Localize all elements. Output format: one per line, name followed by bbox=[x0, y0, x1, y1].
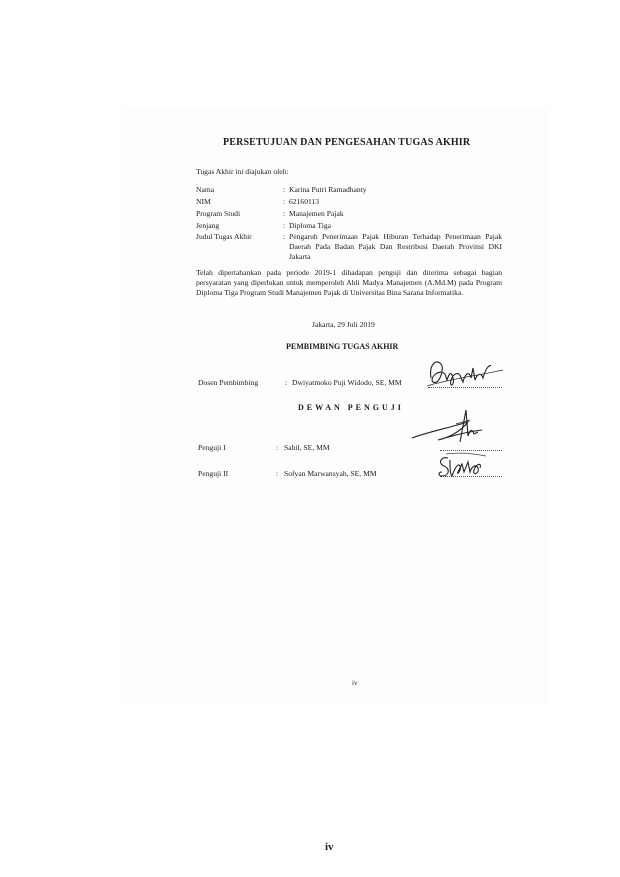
document-title: PERSETUJUAN DAN PENGESAHAN TUGAS AKHIR bbox=[223, 137, 471, 148]
intro-text: Tugas Akhir ini diajukan oleh: bbox=[196, 167, 289, 176]
signature-penguji-2 bbox=[436, 452, 502, 482]
field-value-program-studi: Manajemen Pajak bbox=[289, 209, 344, 218]
dosen-label: Dosen Pembimbing bbox=[198, 378, 259, 387]
dosen-name: Dwiyatmoko Puji Widodo, SE, MM bbox=[292, 378, 402, 387]
field-value-jenjang: Diploma Tiga bbox=[289, 221, 331, 230]
field-label-program-studi: Program Studi bbox=[196, 209, 241, 218]
field-label-nama: Nama bbox=[196, 185, 215, 194]
penguji-1-colon: : bbox=[276, 443, 279, 452]
field-value-judul: Pengaruh Penerimaan Pajak Hiburan Terhadap Penerimaan Pajak Daerah Pada Badan Pajak Dan Restribusi Daerah Provinsi DKI Jakarta bbox=[289, 232, 502, 261]
signature-penguji-1 bbox=[408, 402, 488, 448]
penguji-2-name: Sofyan Marwansyah, SE, MM bbox=[284, 469, 377, 478]
penguji-1-name: Sabil, SE, MM bbox=[284, 443, 330, 452]
field-colon: : bbox=[283, 197, 286, 206]
field-value-nama: Karina Putri Ramadhanty bbox=[289, 185, 367, 194]
pembimbing-heading: PEMBIMBING TUGAS AKHIR bbox=[286, 342, 399, 351]
field-colon: : bbox=[283, 209, 286, 218]
penguji-2-label: Penguji II bbox=[198, 469, 229, 478]
field-label-judul: Judul Tugas Akhir bbox=[196, 232, 252, 241]
page-number-inner: iv bbox=[352, 679, 358, 687]
field-label-nim: NIM bbox=[196, 197, 211, 206]
approval-date: Jakarta, 29 Juli 2019 bbox=[312, 320, 375, 329]
field-colon: : bbox=[283, 185, 286, 194]
penguji-1-label: Penguji I bbox=[198, 443, 226, 452]
field-colon: : bbox=[283, 232, 286, 241]
approval-paragraph: Telah dipertahankan pada periode 2019-1 dihadapan penguji dan diterima sebagai bagian persyaratan yang diperlukan untuk memperoleh Ahli Madya Manajemen (A.Md.M) pada Program Diploma Tiga Program Studi Manajemen Pajak di Universitas Bina Sarana Informatika. bbox=[196, 268, 502, 297]
dewan-penguji-heading: DEWAN PENGUJI bbox=[298, 403, 404, 412]
field-label-jenjang: Jenjang bbox=[196, 221, 220, 230]
dosen-colon: : bbox=[285, 378, 288, 387]
field-value-nim: 62160113 bbox=[289, 197, 320, 206]
field-colon: : bbox=[283, 221, 286, 230]
page-number-outer: iv bbox=[325, 841, 334, 853]
signature-dosen bbox=[425, 356, 505, 392]
penguji-2-colon: : bbox=[276, 469, 279, 478]
signature-line-penguji-1 bbox=[440, 450, 502, 451]
